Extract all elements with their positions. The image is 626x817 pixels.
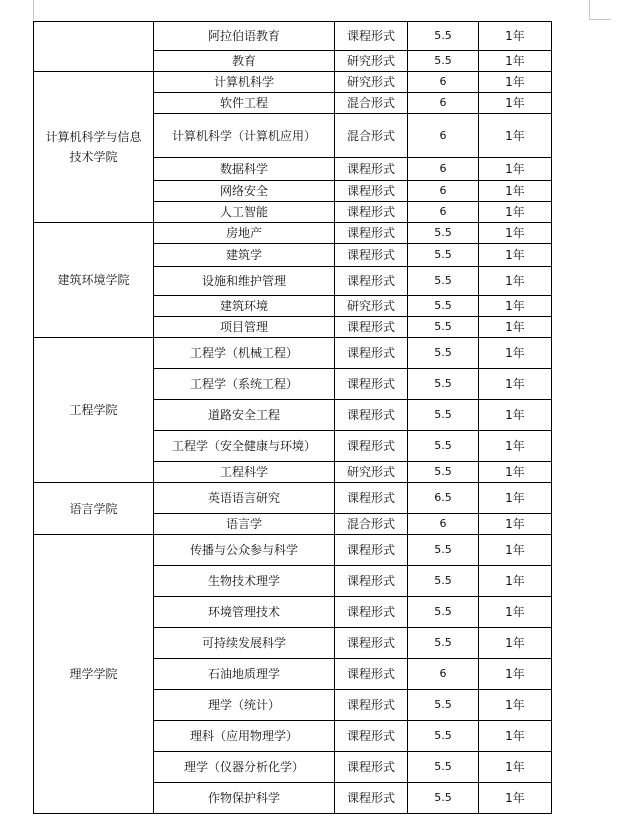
study-mode-cell: 课程形式 — [335, 659, 408, 690]
study-mode-cell: 课程形式 — [335, 22, 408, 51]
study-mode-cell: 混合形式 — [335, 514, 408, 535]
program-table — [33, 21, 552, 814]
ielts-score-cell: 5.5 — [408, 462, 479, 483]
study-mode-cell: 课程形式 — [335, 202, 408, 223]
duration-cell: 1年 — [479, 431, 552, 462]
study-mode-cell: 课程形式 — [335, 317, 408, 338]
duration-cell: 1年 — [479, 202, 552, 223]
duration-cell: 1年 — [479, 659, 552, 690]
crop-mark-right-horizontal — [589, 19, 611, 20]
program-cell: 工程学（系统工程） — [154, 369, 335, 400]
ielts-score-cell: 6 — [408, 114, 479, 158]
duration-cell: 1年 — [479, 244, 552, 267]
ielts-score-cell: 5.5 — [408, 223, 479, 244]
duration-cell: 1年 — [479, 783, 552, 814]
college-cell: 建筑环境学院 — [34, 223, 154, 338]
study-mode-cell: 混合形式 — [335, 114, 408, 158]
ielts-score-cell: 5.5 — [408, 267, 479, 296]
program-cell: 计算机科学 — [154, 72, 335, 93]
study-mode-cell: 课程形式 — [335, 752, 408, 783]
study-mode-cell: 研究形式 — [335, 51, 408, 72]
ielts-score-cell: 5.5 — [408, 317, 479, 338]
study-mode-cell: 课程形式 — [335, 535, 408, 566]
study-mode-cell: 课程形式 — [335, 369, 408, 400]
ielts-score-cell: 6 — [408, 181, 479, 202]
program-cell: 建筑环境 — [154, 296, 335, 317]
duration-cell: 1年 — [479, 752, 552, 783]
ielts-score-cell: 5.5 — [408, 752, 479, 783]
program-cell: 作物保护科学 — [154, 783, 335, 814]
program-cell: 人工智能 — [154, 202, 335, 223]
duration-cell: 1年 — [479, 296, 552, 317]
college-cell: 工程学院 — [34, 338, 154, 483]
study-mode-cell: 课程形式 — [335, 338, 408, 369]
program-cell: 设施和维护管理 — [154, 267, 335, 296]
table-row — [34, 535, 552, 566]
study-mode-cell: 课程形式 — [335, 158, 408, 181]
study-mode-cell: 课程形式 — [335, 597, 408, 628]
ielts-score-cell: 6 — [408, 659, 479, 690]
ielts-score-cell: 5.5 — [408, 369, 479, 400]
duration-cell: 1年 — [479, 400, 552, 431]
program-cell: 理学（统计） — [154, 690, 335, 721]
study-mode-cell: 课程形式 — [335, 566, 408, 597]
duration-cell: 1年 — [479, 93, 552, 114]
ielts-score-cell: 5.5 — [408, 690, 479, 721]
program-table-body — [34, 22, 552, 814]
study-mode-cell: 课程形式 — [335, 431, 408, 462]
duration-cell: 1年 — [479, 223, 552, 244]
study-mode-cell: 课程形式 — [335, 483, 408, 514]
table-row — [34, 72, 552, 93]
duration-cell: 1年 — [479, 514, 552, 535]
program-cell: 教育 — [154, 51, 335, 72]
study-mode-cell: 课程形式 — [335, 690, 408, 721]
study-mode-cell: 课程形式 — [335, 244, 408, 267]
program-cell: 工程学（安全健康与环境） — [154, 431, 335, 462]
program-cell: 阿拉伯语教育 — [154, 22, 335, 51]
program-cell: 理学（仪器分析化学） — [154, 752, 335, 783]
ielts-score-cell: 5.5 — [408, 566, 479, 597]
college-cell: 计算机科学与信息技术学院 — [34, 72, 154, 223]
ielts-score-cell: 6 — [408, 72, 479, 93]
ielts-score-cell: 6 — [408, 158, 479, 181]
table-row — [34, 223, 552, 244]
program-cell: 语言学 — [154, 514, 335, 535]
program-cell: 数据科学 — [154, 158, 335, 181]
duration-cell: 1年 — [479, 317, 552, 338]
duration-cell: 1年 — [479, 267, 552, 296]
ielts-score-cell: 5.5 — [408, 721, 479, 752]
crop-mark-right — [589, 0, 590, 20]
duration-cell: 1年 — [479, 181, 552, 202]
college-cell: 理学学院 — [34, 535, 154, 814]
study-mode-cell: 研究形式 — [335, 72, 408, 93]
study-mode-cell: 研究形式 — [335, 462, 408, 483]
program-cell: 建筑学 — [154, 244, 335, 267]
duration-cell: 1年 — [479, 158, 552, 181]
program-cell: 计算机科学（计算机应用） — [154, 114, 335, 158]
table-row — [34, 338, 552, 369]
duration-cell: 1年 — [479, 338, 552, 369]
program-cell: 软件工程 — [154, 93, 335, 114]
duration-cell: 1年 — [479, 51, 552, 72]
college-cell: 语言学院 — [34, 483, 154, 535]
program-cell: 理科（应用物理学） — [154, 721, 335, 752]
ielts-score-cell: 5.5 — [408, 400, 479, 431]
ielts-score-cell: 5.5 — [408, 535, 479, 566]
duration-cell: 1年 — [479, 690, 552, 721]
duration-cell: 1年 — [479, 114, 552, 158]
ielts-score-cell: 6 — [408, 93, 479, 114]
ielts-score-cell: 5.5 — [408, 244, 479, 267]
duration-cell: 1年 — [479, 22, 552, 51]
ielts-score-cell: 6 — [408, 202, 479, 223]
program-cell: 传播与公众参与科学 — [154, 535, 335, 566]
study-mode-cell: 课程形式 — [335, 400, 408, 431]
duration-cell: 1年 — [479, 72, 552, 93]
program-cell: 工程学（机械工程） — [154, 338, 335, 369]
ielts-score-cell: 5.5 — [408, 22, 479, 51]
ielts-score-cell: 6.5 — [408, 483, 479, 514]
program-cell: 房地产 — [154, 223, 335, 244]
ielts-score-cell: 5.5 — [408, 783, 479, 814]
ielts-score-cell: 5.5 — [408, 431, 479, 462]
duration-cell: 1年 — [479, 628, 552, 659]
ielts-score-cell: 5.5 — [408, 597, 479, 628]
program-cell: 生物技术理学 — [154, 566, 335, 597]
program-cell: 英语语言研究 — [154, 483, 335, 514]
crop-mark-left — [33, 0, 34, 20]
program-cell: 网络安全 — [154, 181, 335, 202]
duration-cell: 1年 — [479, 597, 552, 628]
study-mode-cell: 课程形式 — [335, 783, 408, 814]
duration-cell: 1年 — [479, 483, 552, 514]
ielts-score-cell: 5.5 — [408, 628, 479, 659]
duration-cell: 1年 — [479, 462, 552, 483]
program-cell: 可持续发展科学 — [154, 628, 335, 659]
program-cell: 工程科学 — [154, 462, 335, 483]
college-cell — [34, 22, 154, 72]
ielts-score-cell: 5.5 — [408, 51, 479, 72]
table-row — [34, 22, 552, 51]
duration-cell: 1年 — [479, 566, 552, 597]
study-mode-cell: 课程形式 — [335, 721, 408, 752]
program-cell: 项目管理 — [154, 317, 335, 338]
study-mode-cell: 混合形式 — [335, 93, 408, 114]
study-mode-cell: 课程形式 — [335, 267, 408, 296]
table-row — [34, 483, 552, 514]
ielts-score-cell: 5.5 — [408, 338, 479, 369]
duration-cell: 1年 — [479, 535, 552, 566]
duration-cell: 1年 — [479, 721, 552, 752]
program-cell: 石油地质理学 — [154, 659, 335, 690]
program-cell: 环境管理技术 — [154, 597, 335, 628]
ielts-score-cell: 5.5 — [408, 296, 479, 317]
study-mode-cell: 课程形式 — [335, 223, 408, 244]
study-mode-cell: 课程形式 — [335, 181, 408, 202]
ielts-score-cell: 6 — [408, 514, 479, 535]
program-cell: 道路安全工程 — [154, 400, 335, 431]
duration-cell: 1年 — [479, 369, 552, 400]
study-mode-cell: 研究形式 — [335, 296, 408, 317]
study-mode-cell: 课程形式 — [335, 628, 408, 659]
